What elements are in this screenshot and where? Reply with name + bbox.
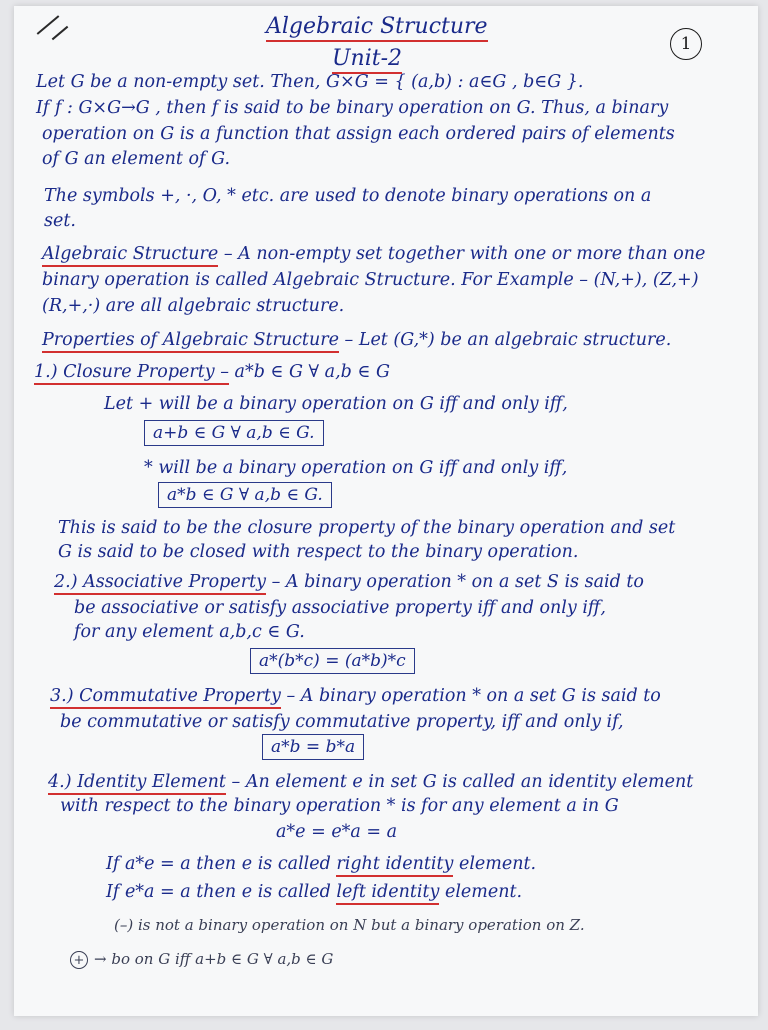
formula-line: a*e = e*a = a: [276, 822, 398, 842]
plus-circle-icon: +: [70, 951, 88, 969]
pencil-note: → bo on G iff a+b ∈ G ∀ a,b ∈ G: [94, 950, 334, 968]
text-line: element.: [439, 882, 523, 902]
text-line: be commutative or satisfy commutative property, iff and only if,: [60, 712, 624, 732]
text-line: – A binary operation * on a set G is said to: [280, 686, 661, 706]
property-heading: 1.) Closure Property –: [34, 362, 229, 385]
page-title: Algebraic Structure: [266, 14, 488, 42]
property-heading: 4.) Identity Element: [48, 772, 226, 795]
right-identity-term: right identity: [336, 854, 453, 877]
text-line: – Let (G,*) be an algebraic structure.: [338, 330, 672, 350]
text-line: set.: [44, 211, 76, 231]
text-line: If f : G×G→G , then f is said to be binary operation on G. Thus, a binary: [36, 98, 669, 118]
left-identity-term: left identity: [336, 882, 439, 905]
definition-label: Algebraic Structure: [42, 244, 218, 267]
text-line: binary operation is called Algebraic Structure. For Example – (N,+), (Z,+): [42, 270, 699, 290]
section-heading: Properties of Algebraic Structure: [42, 330, 339, 353]
text-line: element.: [453, 854, 537, 874]
text-line: – A non-empty set together with one or more than one: [218, 244, 706, 264]
text-line: for any element a,b,c ∈ G.: [74, 622, 305, 642]
pen-mark: [52, 26, 69, 40]
text-line: be associative or satisfy associative property iff and only iff,: [74, 598, 606, 618]
text-line: operation on G is a function that assign each ordered pairs of elements: [42, 124, 675, 144]
text-line: If e*a = a then e is called: [106, 882, 337, 902]
text-line: of G an element of G.: [42, 149, 231, 169]
text-line: – A binary operation * on a set S is said to: [266, 572, 644, 592]
text-line: G is said to be closed with respect to the binary operation.: [58, 542, 579, 562]
formula-box: a*b = b*a: [262, 734, 364, 760]
text-line: with respect to the binary operation * is for any element a in G: [60, 796, 619, 816]
property-heading: 2.) Associative Property: [54, 572, 266, 595]
text-line: The symbols +, ·, O, * etc. are used to denote binary operations on a: [44, 186, 652, 206]
text-line: Let + will be a binary operation on G iff and only iff,: [104, 394, 568, 414]
pen-mark: [37, 15, 60, 35]
notebook-page: [14, 6, 758, 1016]
text-line: Let G be a non-empty set. Then, G×G = { (a,b) : a∈G , b∈G }.: [36, 72, 584, 92]
formula-box: a+b ∈ G ∀ a,b ∈ G.: [144, 420, 324, 446]
text-line: If a*e = a then e is called: [106, 854, 337, 874]
unit-heading: Unit-2: [332, 46, 402, 74]
page-number: 1: [670, 28, 702, 60]
text-line: – An element e in set G is called an identity element: [225, 772, 694, 792]
property-heading: 3.) Commutative Property: [50, 686, 281, 709]
pencil-note: (–) is not a binary operation on N but a binary operation on Z.: [114, 916, 585, 934]
formula-box: a*b ∈ G ∀ a,b ∈ G.: [158, 482, 332, 508]
text-line: This is said to be the closure property of the binary operation and set: [58, 518, 676, 538]
text-line: a*b ∈ G ∀ a,b ∈ G: [228, 362, 390, 382]
text-line: (R,+,·) are all algebraic structure.: [42, 296, 345, 316]
formula-box: a*(b*c) = (a*b)*c: [250, 648, 415, 674]
text-line: * will be a binary operation on G iff and only iff,: [144, 458, 568, 478]
